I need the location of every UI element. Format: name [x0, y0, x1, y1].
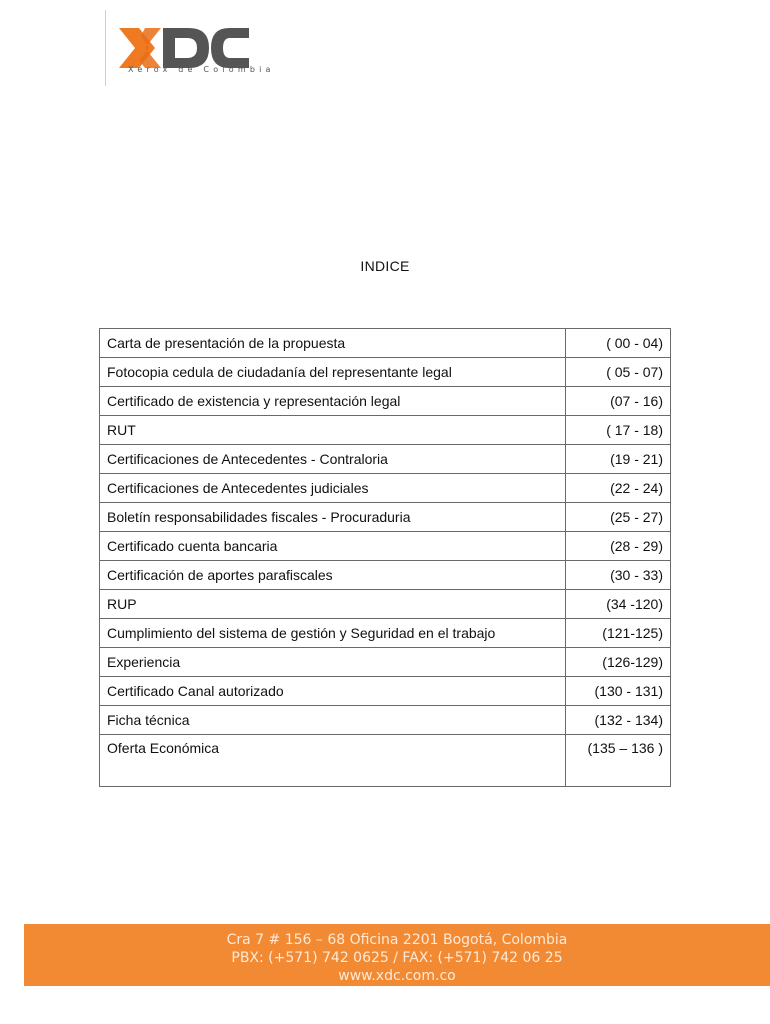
index-item-label: Certificado cuenta bancaria — [100, 532, 566, 561]
table-row — [100, 561, 671, 590]
index-item-label: Certificación de aportes parafiscales — [100, 561, 566, 590]
table-row — [100, 358, 671, 387]
index-item-label: Certificaciones de Antecedentes judiciales — [100, 474, 566, 503]
index-item-label: RUT — [100, 416, 566, 445]
index-page-range: ( 00 - 04) — [566, 329, 671, 358]
table-row — [100, 706, 671, 735]
index-item-label: Experiencia — [100, 648, 566, 677]
index-page-range: (126-129) — [566, 648, 671, 677]
index-page-range: (30 - 33) — [566, 561, 671, 590]
index-item-label: Ficha técnica — [100, 706, 566, 735]
index-page-range: (22 - 24) — [566, 474, 671, 503]
table-row — [100, 387, 671, 416]
table-row — [100, 735, 671, 787]
table-row — [100, 532, 671, 561]
index-page-range: (135 – 136 ) — [566, 735, 671, 787]
footer-website: www.xdc.com.co — [338, 968, 456, 984]
footer-bar — [24, 924, 770, 986]
index-page-range: ( 05 - 07) — [566, 358, 671, 387]
index-page-range: (34 -120) — [566, 590, 671, 619]
table-row — [100, 677, 671, 706]
table-row — [100, 648, 671, 677]
index-item-label: Certificado de existencia y representación legal — [100, 387, 566, 416]
table-row — [100, 329, 671, 358]
page-title: INDICE — [360, 258, 410, 274]
index-page-range: (19 - 21) — [566, 445, 671, 474]
index-page-range: (07 - 16) — [566, 387, 671, 416]
table-row — [100, 474, 671, 503]
index-item-label: Certificaciones de Antecedentes - Contraloria — [100, 445, 566, 474]
index-page-range: ( 17 - 18) — [566, 416, 671, 445]
index-table — [99, 328, 671, 787]
index-page-range: (132 - 134) — [566, 706, 671, 735]
index-item-label: Cumplimiento del sistema de gestión y Seguridad en el trabajo — [100, 619, 566, 648]
index-item-label: Fotocopia cedula de ciudadanía del representante legal — [100, 358, 566, 387]
index-item-label: Boletín responsabilidades fiscales - Procuraduria — [100, 503, 566, 532]
index-page-range: (121-125) — [566, 619, 671, 648]
table-row — [100, 445, 671, 474]
index-item-label: Carta de presentación de la propuesta — [100, 329, 566, 358]
table-row — [100, 416, 671, 445]
index-item-label: Certificado Canal autorizado — [100, 677, 566, 706]
xdc-logo — [105, 10, 265, 90]
index-item-label: RUP — [100, 590, 566, 619]
index-page-range: (130 - 131) — [566, 677, 671, 706]
logo-tagline: Xerox de Colombia — [128, 65, 275, 74]
index-item-label: Oferta Económica — [100, 735, 566, 787]
footer-phone: PBX: (+571) 742 0625 / FAX: (+571) 742 06 25 — [231, 950, 563, 966]
table-row — [100, 619, 671, 648]
index-page-range: (28 - 29) — [566, 532, 671, 561]
table-row — [100, 503, 671, 532]
table-row — [100, 590, 671, 619]
footer-address: Cra 7 # 156 – 68 Oficina 2201 Bogotá, Colombia — [226, 932, 568, 948]
index-page-range: (25 - 27) — [566, 503, 671, 532]
